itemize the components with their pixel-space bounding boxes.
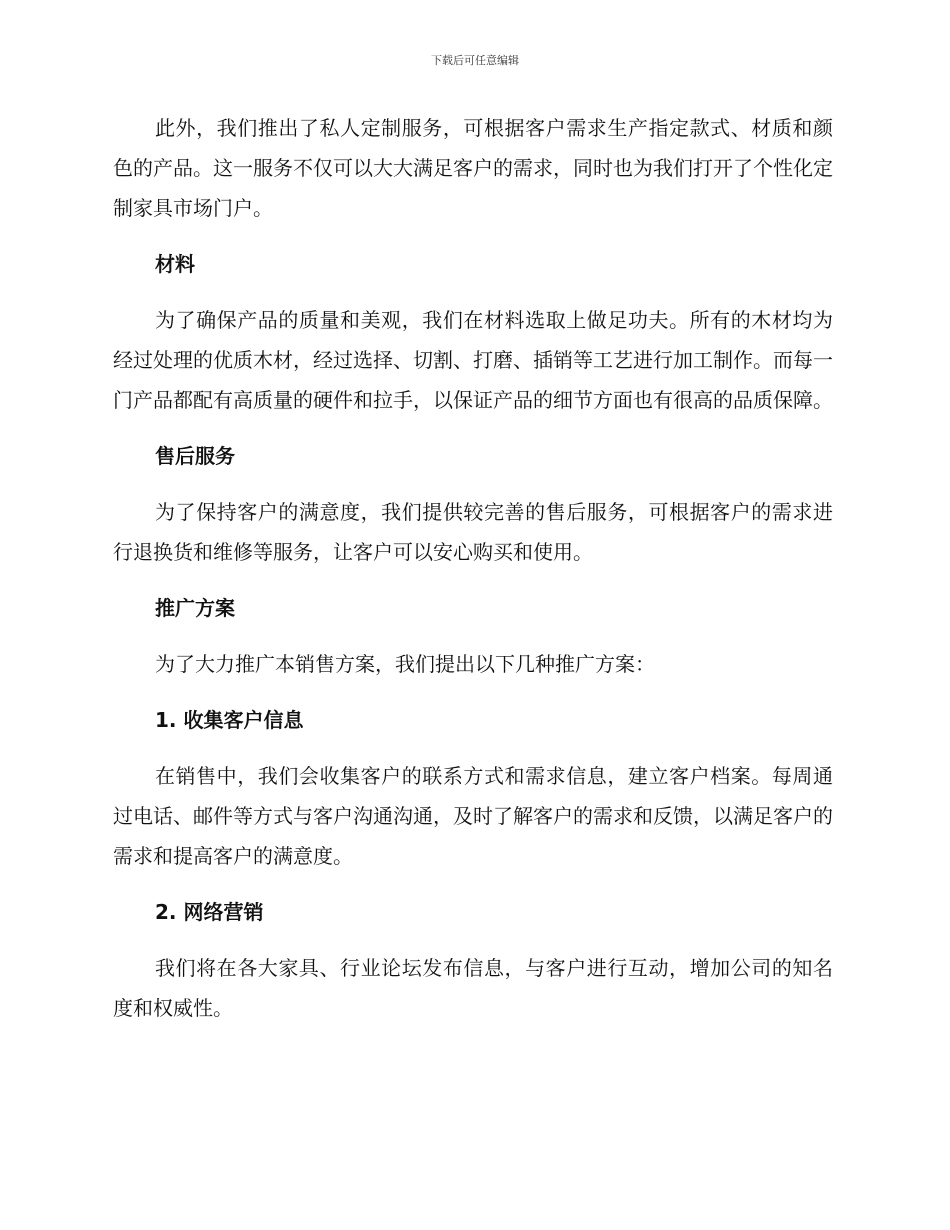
document-body xyxy=(113,108,833,1028)
spacer xyxy=(113,932,833,948)
spacer xyxy=(113,420,833,436)
spacer xyxy=(113,476,833,492)
spacer xyxy=(113,628,833,644)
spacer xyxy=(113,284,833,300)
paragraph-promotion: 为了大力推广本销售方案，我们提出以下几种推广方案： xyxy=(155,652,655,676)
heading-promotion: 推广方案 xyxy=(155,596,235,620)
page-header-note: 下载后可任意编辑 xyxy=(431,54,519,67)
paragraph-collect-customer-info: 在销售中，我们会收集客户的联系方式和需求信息，建立客户档案。每周通过电话、邮件等方式与客户沟通沟通，及时了解客户的需求和反馈，以满足客户的需求和提高客户的满意度。 xyxy=(113,764,833,868)
paragraph-after-sales: 为了保持客户的满意度，我们提供较完善的售后服务，可根据客户的需求进行退换货和维修等服务，让客户可以安心购买和使用。 xyxy=(113,500,833,564)
heading-after-sales: 售后服务 xyxy=(155,444,235,468)
spacer xyxy=(113,684,833,700)
heading-material: 材料 xyxy=(155,252,195,276)
spacer xyxy=(113,876,833,892)
heading-network-marketing: 2. 网络营销 xyxy=(155,900,264,924)
paragraph-custom-service: 此外，我们推出了私人定制服务，可根据客户需求生产指定款式、材质和颜色的产品。这一服务不仅可以大大满足客户的需求，同时也为我们打开了个性化定制家具市场门户。 xyxy=(113,116,833,220)
paragraph-network-marketing: 我们将在各大家具、行业论坛发布信息，与客户进行互动，增加公司的知名度和权威性。 xyxy=(113,956,833,1020)
spacer xyxy=(113,228,833,244)
spacer xyxy=(113,572,833,588)
paragraph-material: 为了确保产品的质量和美观，我们在材料选取上做足功夫。所有的木材均为经过处理的优质木材，经过选择、切割、打磨、插销等工艺进行加工制作。而每一门产品都配有高质量的硬件和拉手，以保证产品的细节方面也有很高的品质保障。 xyxy=(113,308,833,412)
heading-collect-customer-info: 1. 收集客户信息 xyxy=(155,708,304,732)
spacer xyxy=(113,740,833,756)
